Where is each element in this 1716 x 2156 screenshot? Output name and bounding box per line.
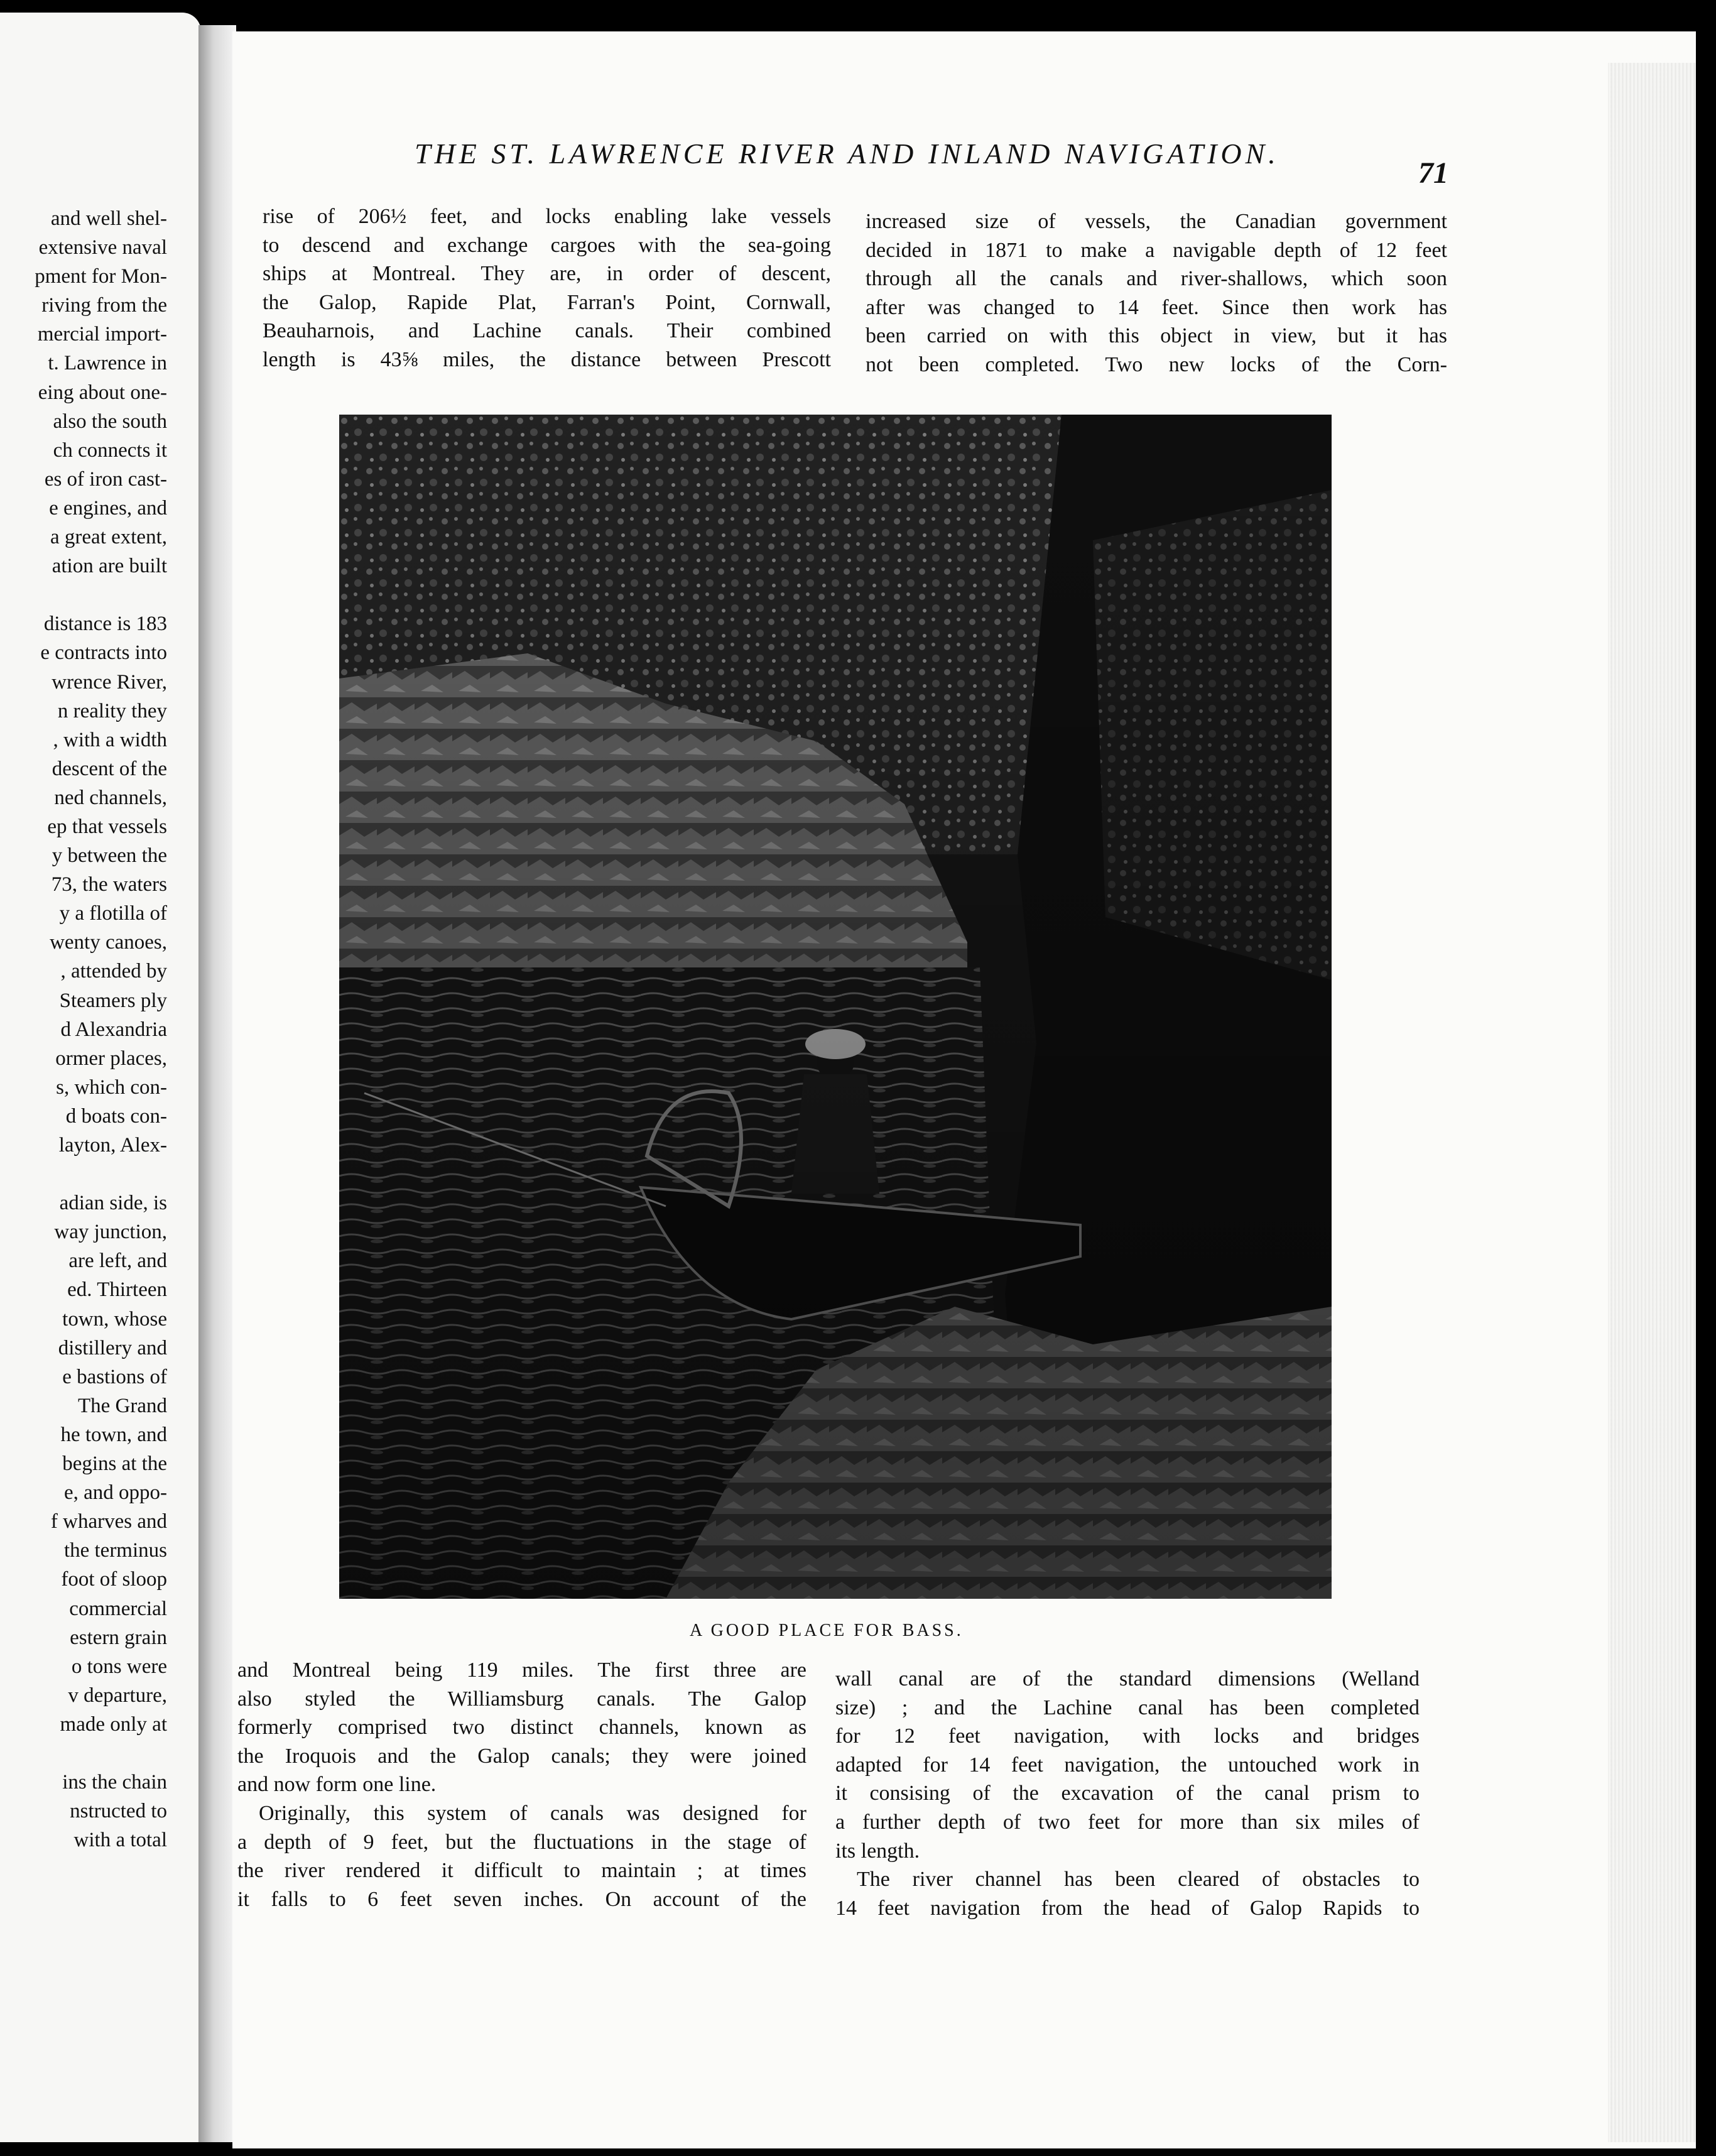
- left-page-line: s, which con-: [56, 1075, 167, 1099]
- text-line: the Galop, Rapide Plat, Farran's Point, Cornwall,: [263, 290, 831, 314]
- text-line: the river rendered it difficult to maintain ; at times: [237, 1859, 806, 1883]
- text-line: and Montreal being 119 miles. The first three are: [237, 1658, 806, 1682]
- left-page-line: begins at the: [62, 1452, 167, 1476]
- text-line: a further depth of two feet for more than six miles of: [835, 1810, 1420, 1834]
- left-page-line: e, and oppo-: [63, 1481, 167, 1505]
- text-line: its length.: [835, 1839, 920, 1863]
- left-page-line: f wharves and: [50, 1510, 167, 1533]
- text-line: been carried on with this object in view, but it has: [866, 324, 1447, 348]
- left-page-line: 73, the waters: [51, 873, 167, 896]
- left-page-line: also the south: [53, 410, 167, 433]
- left-page-line: ned channels,: [54, 786, 167, 809]
- text-line: after was changed to 14 feet. Since then work has: [866, 295, 1447, 319]
- left-page-line: the terminus: [63, 1539, 167, 1562]
- left-page-line: layton, Alex-: [58, 1134, 167, 1157]
- left-page-line: descent of the: [52, 757, 167, 780]
- left-page-line: e bastions of: [62, 1365, 167, 1388]
- text-line: Beauharnois, and Lachine canals. Their combined: [263, 319, 831, 343]
- left-page-line: e contracts into: [40, 641, 167, 665]
- text-line: it falls to 6 feet seven inches. On account of the: [237, 1887, 806, 1911]
- text-line: it consising of the excavation of the canal prism to: [835, 1782, 1420, 1805]
- text-line: increased size of vessels, the Canadian government: [866, 210, 1447, 233]
- left-page-line: he town, and: [60, 1423, 167, 1446]
- left-page-line: wenty canoes,: [50, 931, 167, 954]
- text-line: for 12 feet navigation, with locks and bridges: [835, 1724, 1420, 1748]
- top-left-column: [263, 202, 831, 374]
- left-page-line: foot of sloop: [61, 1568, 167, 1591]
- left-page-line: town, whose: [62, 1307, 167, 1331]
- text-line: decided in 1871 to make a navigable depth of 12 feet: [866, 238, 1447, 262]
- left-page-line: a great extent,: [50, 526, 167, 549]
- left-page-line: d Alexandria: [60, 1018, 167, 1041]
- left-page-line: way junction,: [54, 1221, 167, 1244]
- bottom-left-column: [237, 1656, 806, 1914]
- text-line: the Iroquois and the Galop canals; they were joined: [237, 1744, 806, 1768]
- left-page-line: Steamers ply: [59, 989, 167, 1012]
- text-line: length is 43⅝ miles, the distance between Prescott: [263, 347, 831, 371]
- left-page-line: es of iron cast-: [44, 467, 167, 491]
- left-page-line: made only at: [60, 1712, 167, 1736]
- text-line: ships at Montreal. They are, in order of descent,: [263, 262, 831, 286]
- left-page-line: distance is 183: [43, 612, 167, 636]
- left-page-line: The Grand: [77, 1394, 167, 1417]
- left-page-line: eing about one-: [38, 381, 167, 404]
- left-page-line: with a total: [73, 1829, 167, 1852]
- left-page-line: and well shel-: [50, 207, 167, 230]
- running-head: THE ST. LAWRENCE RIVER AND INLAND NAVIGATION.: [415, 138, 1279, 170]
- figure-caption: A GOOD PLACE FOR BASS.: [690, 1621, 964, 1640]
- left-page-line: nstructed to: [70, 1800, 167, 1823]
- left-page-line: t. Lawrence in: [48, 352, 167, 375]
- left-page-line: pment for Mon-: [35, 265, 167, 288]
- left-page-line: riving from the: [41, 294, 167, 317]
- left-page-line: d boats con-: [65, 1104, 167, 1128]
- text-line: not been completed. Two new locks of the Corn-: [866, 352, 1447, 376]
- left-page-line: [0, 580, 167, 609]
- left-page-line: extensive naval: [38, 236, 167, 259]
- text-line: a depth of 9 feet, but the fluctuations in the stage of: [237, 1830, 806, 1854]
- left-page-line: ed. Thirteen: [67, 1278, 167, 1302]
- text-line: Originally, this system of canals was designed for: [259, 1801, 806, 1825]
- text-line: wall canal are of the standard dimensions (Welland: [835, 1667, 1420, 1690]
- left-page-line: ins the chain: [62, 1771, 167, 1794]
- left-page-line: ch connects it: [53, 438, 167, 462]
- text-line: The river channel has been cleared of obstacles to: [857, 1868, 1420, 1892]
- left-page-line: y a flotilla of: [59, 902, 167, 925]
- left-page-line: commercial: [69, 1597, 167, 1620]
- left-page-line: y between the: [52, 844, 167, 868]
- left-page-line: mercial import-: [37, 323, 167, 346]
- text-line: formerly comprised two distinct channels, known as: [237, 1716, 806, 1740]
- left-page-line: ep that vessels: [47, 815, 167, 838]
- text-line: to descend and exchange cargoes with the sea-going: [263, 233, 831, 257]
- left-page-line: ation are built: [52, 555, 167, 578]
- top-right-column: [866, 207, 1447, 379]
- left-page-line: o tons were: [71, 1655, 167, 1678]
- left-page-line: , attended by: [60, 960, 167, 983]
- left-page-line: [0, 1739, 167, 1768]
- left-page-line: v departure,: [68, 1684, 167, 1707]
- left-page-line: are left, and: [68, 1250, 167, 1273]
- text-line: 14 feet navigation from the head of Galop Rapids to: [835, 1896, 1420, 1920]
- text-line: size) ; and the Lachine canal has been completed: [835, 1696, 1420, 1719]
- left-page-line: e engines, and: [49, 496, 167, 520]
- photo-fisherman-in-canoe: [339, 415, 1332, 1599]
- left-page-line: wrence River,: [52, 670, 167, 694]
- left-page-line: distillery and: [58, 1336, 167, 1359]
- photo-figure: [339, 415, 1332, 1599]
- left-page-text: [0, 204, 167, 1854]
- bottom-right-column: [835, 1665, 1420, 1922]
- text-line: also styled the Williamsburg canals. The Galop: [237, 1687, 806, 1711]
- text-line: adapted for 14 feet navigation, the untouched work in: [835, 1753, 1420, 1777]
- left-page-line: n reality they: [57, 699, 167, 722]
- left-page-line: adian side, is: [59, 1192, 167, 1215]
- page-edges: [1608, 63, 1696, 2142]
- page-number: 71: [1418, 156, 1448, 190]
- book-gutter: [198, 25, 236, 2142]
- text-line: rise of 206½ feet, and locks enabling lake vessels: [263, 205, 831, 228]
- left-page-line: ormer places,: [55, 1047, 167, 1070]
- left-page-line: estern grain: [70, 1626, 167, 1649]
- left-page-line: [0, 1160, 167, 1189]
- left-page-line: , with a width: [53, 728, 167, 751]
- text-line: through all the canals and river-shallows, which soon: [866, 267, 1447, 291]
- text-line: and now form one line.: [237, 1773, 437, 1797]
